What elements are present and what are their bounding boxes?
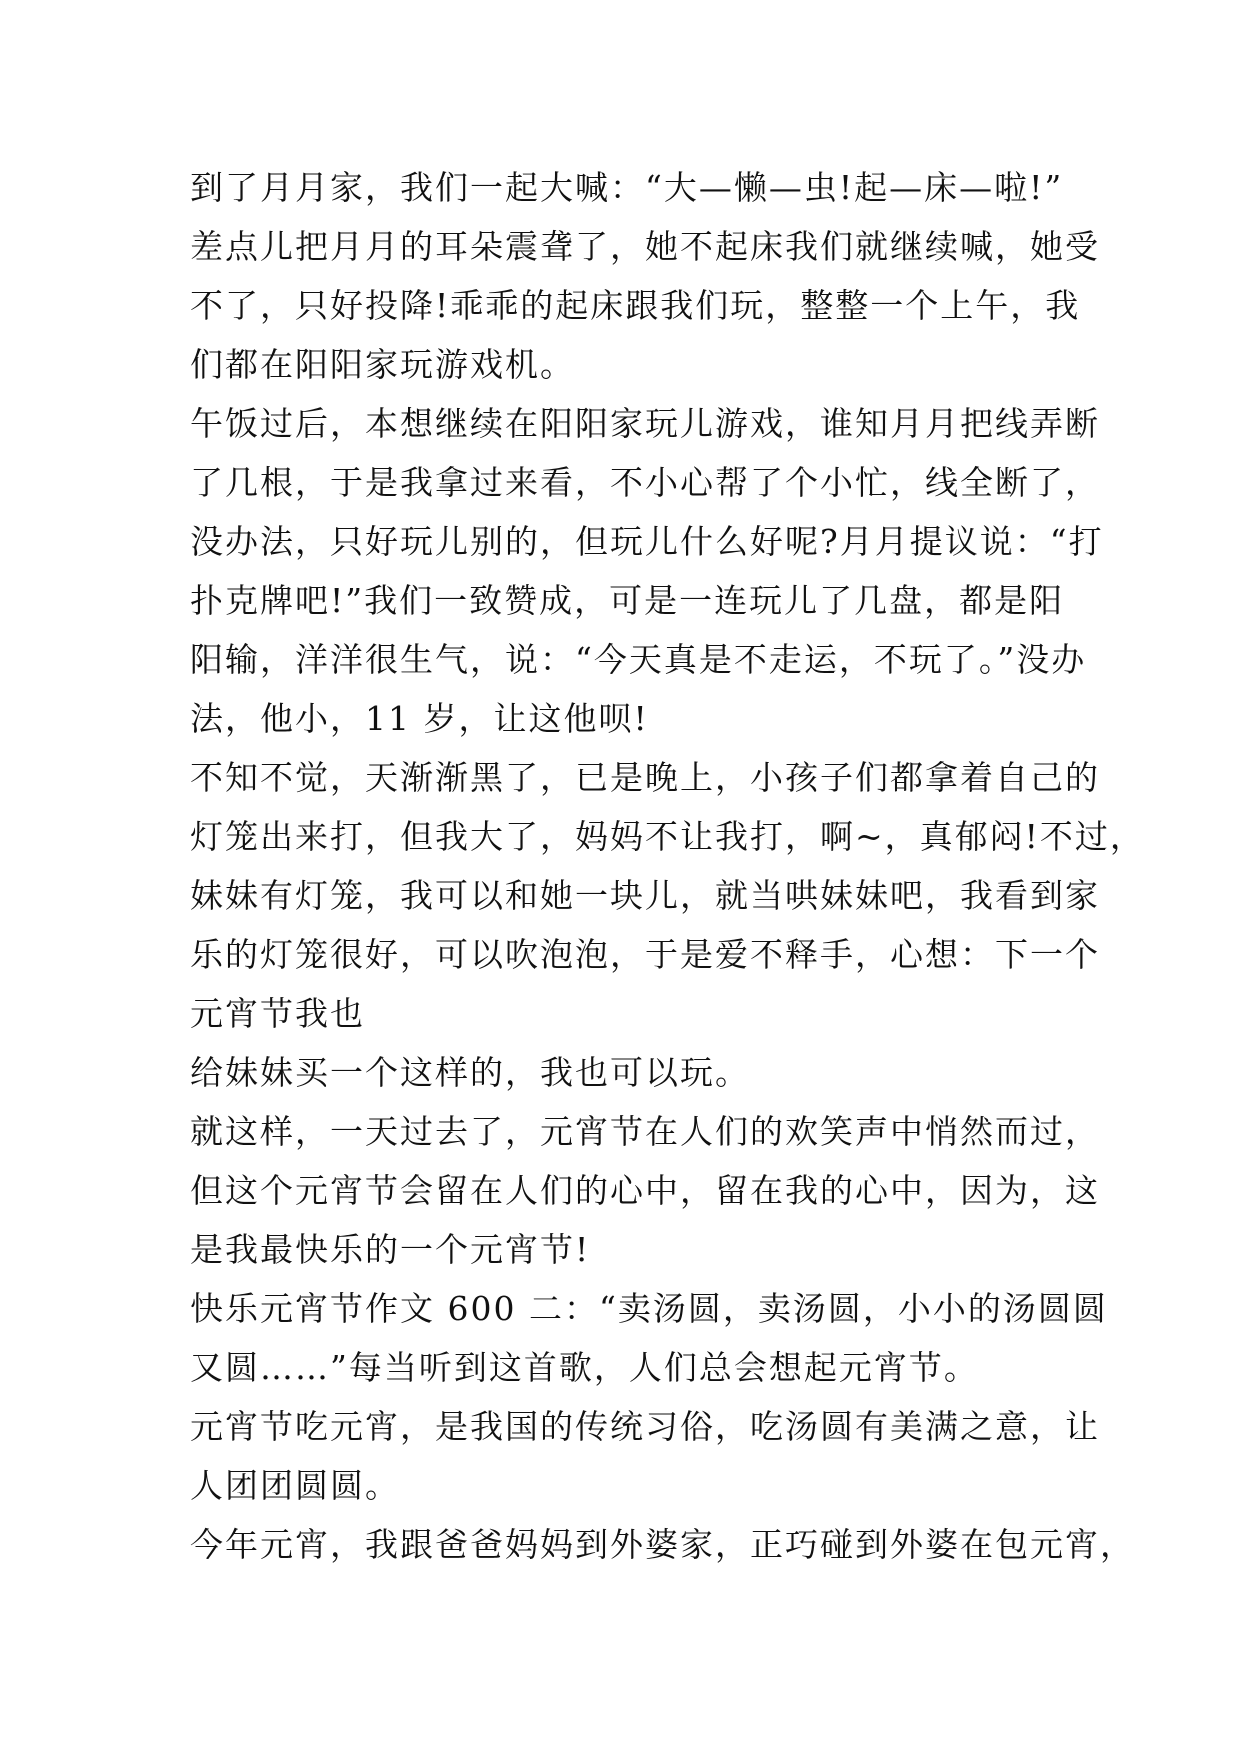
text-line: 灯笼出来打，但我大了，妈妈不让我打，啊~，真郁闷!不过， — [190, 817, 1145, 856]
text-line: 不了，只好投降!乖乖的起床跟我们玩，整整一个上午，我 — [190, 286, 1081, 325]
document-body — [190, 158, 1145, 1574]
text-line: 扑克牌吧!”我们一致赞成，可是一连玩儿了几盘，都是阳 — [190, 581, 1065, 620]
text-line: 午饭过后，本想继续在阳阳家玩儿游戏，谁知月月把线弄断 — [190, 404, 1100, 443]
text-line: 们都在阳阳家玩游戏机。 — [190, 345, 575, 384]
text-line: 快乐元宵节作文 600 二：“卖汤圆，卖汤圆，小小的汤圆圆 — [190, 1289, 1108, 1328]
text-line: 不知不觉，天渐渐黑了，已是晚上，小孩子们都拿着自己的 — [190, 758, 1100, 797]
text-line: 妹妹有灯笼，我可以和她一块儿，就当哄妹妹吧，我看到家 — [190, 876, 1100, 915]
text-line: 法，他小，11 岁，让这他呗! — [190, 699, 649, 738]
text-line: 阳输，洋洋很生气，说：“今天真是不走运，不玩了。”没办 — [190, 640, 1087, 679]
text-line: 是我最快乐的一个元宵节! — [190, 1230, 591, 1269]
text-line: 元宵节吃元宵，是我国的传统习俗，吃汤圆有美满之意，让 — [190, 1407, 1100, 1446]
text-line: 又圆……”每当听到这首歌，人们总会想起元宵节。 — [190, 1348, 979, 1387]
text-line: 人团团圆圆。 — [190, 1466, 400, 1505]
text-line: 到了月月家，我们一起大喊：“大—懒—虫!起—床—啦!” — [190, 168, 1064, 207]
text-line: 乐的灯笼很好，可以吹泡泡，于是爱不释手，心想：下一个 — [190, 935, 1100, 974]
text-line: 给妹妹买一个这样的，我也可以玩。 — [190, 1053, 750, 1092]
text-line: 没办法，只好玩儿别的，但玩儿什么好呢?月月提议说：“打 — [190, 522, 1104, 561]
text-line: 今年元宵，我跟爸爸妈妈到外婆家，正巧碰到外婆在包元宵， — [190, 1525, 1135, 1564]
text-line: 了几根，于是我拿过来看，不小心帮了个小忙，线全断了， — [190, 463, 1100, 502]
text-line: 元宵节我也 — [190, 994, 365, 1033]
text-line: 差点儿把月月的耳朵震聋了，她不起床我们就继续喊，她受 — [190, 227, 1100, 266]
text-line: 就这样，一天过去了，元宵节在人们的欢笑声中悄然而过， — [190, 1112, 1100, 1151]
text-line: 但这个元宵节会留在人们的心中，留在我的心中，因为，这 — [190, 1171, 1100, 1210]
